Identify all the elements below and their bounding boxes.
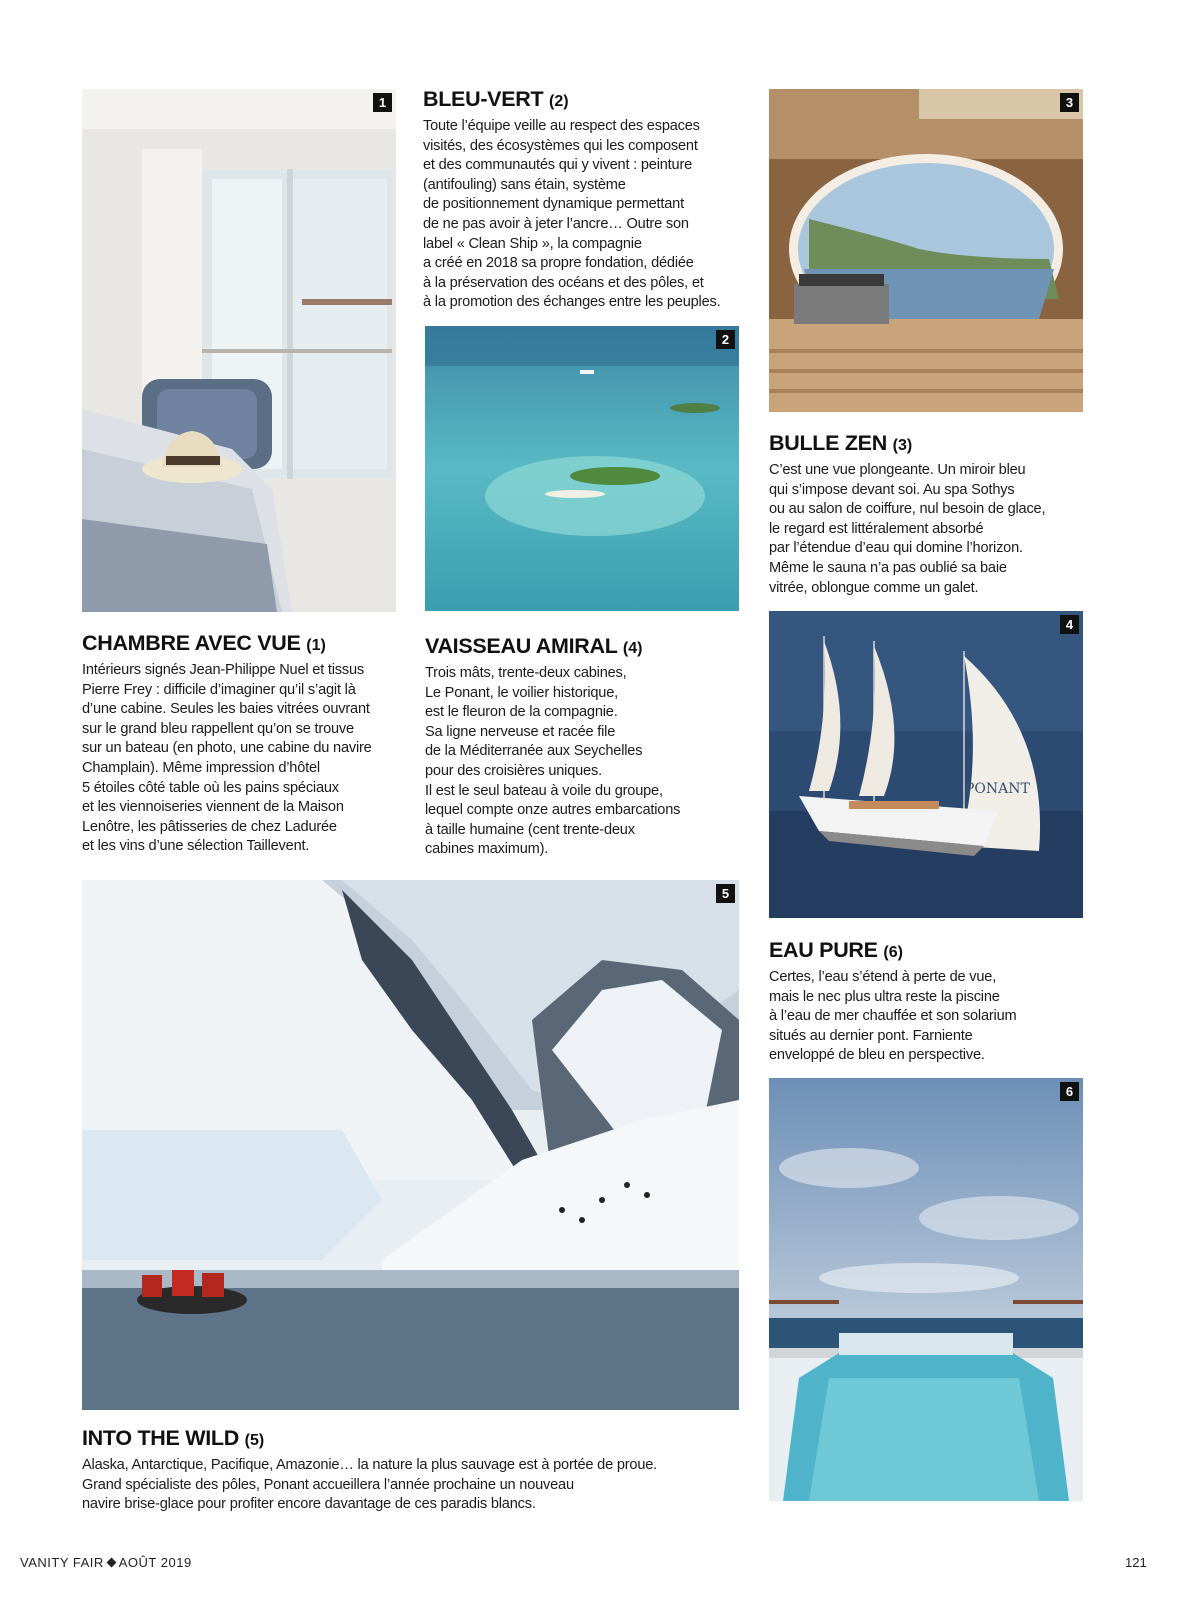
- article-bulle-zen: [769, 430, 1089, 598]
- article-body: Intérieurs signés Jean-Philippe Nuel et tissus Pierre Frey : difficile d’imaginer qu’il s’agit là d’une cabine. Seules les baies vitrées ouvrant sur le grand bleu rappellent qu’on se trouve sur un bateau (en photo, une cabine du navire Champlain). Même impression d’hôtel 5 étoiles côté table où les pains spéciaux et les viennoiseries viennent de la Maison Lenôtre, les pâtisseries de chez Ladurée et les vins d’une sélection Taillevent.: [82, 662, 372, 855]
- article-into-the-wild: [82, 1425, 762, 1515]
- article-title: BULLE ZEN (3): [769, 431, 913, 455]
- page-footer-magazine: [20, 1555, 192, 1570]
- article-body: Toute l’équipe veille au respect des espaces visités, des écosystèmes qui les composent et des communautés qui y vivent : peinture (antifouling) sans étain, système de positionnement dynamique permettant de ne pas avoir à jeter l’ancre… Outre son label « Clean Ship », la compagnie a créé en 2018 sa propre fondation, dédiée à la préservation des océans et des pôles, et à la promotion des échanges entre les peuples.: [423, 118, 721, 311]
- photo-lagoon: [425, 326, 739, 611]
- photo-cabin: [82, 89, 396, 612]
- article-bleu-vert: [423, 86, 753, 313]
- photo-spa: [769, 89, 1083, 412]
- article-body: Trois mâts, trente-deux cabines, Le Ponant, le voilier historique, est le fleuron de la compagnie. Sa ligne nerveuse et racée file de la Méditerranée aux Seychelles pour des croisières uniques. Il est le seul bateau à voile du groupe, lequel compte onze autres embarcations à taille humaine (cent trente-deux cabines maximum).: [425, 665, 681, 858]
- photo-antarctic: [82, 880, 739, 1410]
- sailboat-image: [769, 611, 1083, 918]
- ponant-sail-logo: PONANT: [965, 781, 1030, 797]
- article-title: EAU PURE (6): [769, 938, 903, 962]
- page-number: 121: [1125, 1555, 1147, 1570]
- pool-image: [769, 1078, 1083, 1501]
- article-eau-pure: [769, 937, 1089, 1066]
- photo-number-badge: 4: [1060, 615, 1079, 634]
- issue-date: AOÛT 2019: [118, 1555, 192, 1570]
- article-title: INTO THE WILD (5): [82, 1426, 265, 1450]
- antarctic-image: [82, 880, 739, 1410]
- article-vaisseau-amiral: [425, 633, 745, 860]
- article-title: BLEU-VERT (2): [423, 87, 569, 111]
- article-title: VAISSEAU AMIRAL (4): [425, 634, 643, 658]
- photo-number-badge: 5: [716, 884, 735, 903]
- cabin-image: [82, 89, 396, 612]
- lagoon-image: [425, 326, 739, 611]
- spa-image: [769, 89, 1083, 412]
- article-body: Certes, l’eau s’étend à perte de vue, mais le nec plus ultra reste la piscine à l’eau de mer chauffée et son solarium situés au dernier pont. Farniente enveloppé de bleu en perspective.: [769, 969, 1017, 1064]
- photo-pool: [769, 1078, 1083, 1501]
- photo-sailboat: [769, 611, 1083, 918]
- article-body: Alaska, Antarctique, Pacifique, Amazonie… la nature la plus sauvage est à portée de proue. Grand spécialiste des pôles, Ponant accueillera l’année prochaine un nouveau navire brise-glace pour profiter encore davantage de ces paradis blancs.: [82, 1457, 658, 1513]
- diamond-icon: [106, 1558, 116, 1568]
- article-body: C’est une vue plongeante. Un miroir bleu qui s’impose devant soi. Au spa Sothys ou au salon de coiffure, nul besoin de glace, le regard est littéralement absorbé par l’étendue d’eau qui domine l’horizon. Même le sauna n’a pas oublié sa baie vitrée, oblongue comme un galet.: [769, 462, 1046, 596]
- photo-number-badge: 1: [373, 93, 392, 112]
- magazine-name: VANITY FAIR: [20, 1555, 104, 1570]
- article-chambre-avec-vue: [82, 630, 412, 857]
- photo-number-badge: 2: [716, 330, 735, 349]
- photo-number-badge: 3: [1060, 93, 1079, 112]
- article-title: CHAMBRE AVEC VUE (1): [82, 631, 326, 655]
- photo-number-badge: 6: [1060, 1082, 1079, 1101]
